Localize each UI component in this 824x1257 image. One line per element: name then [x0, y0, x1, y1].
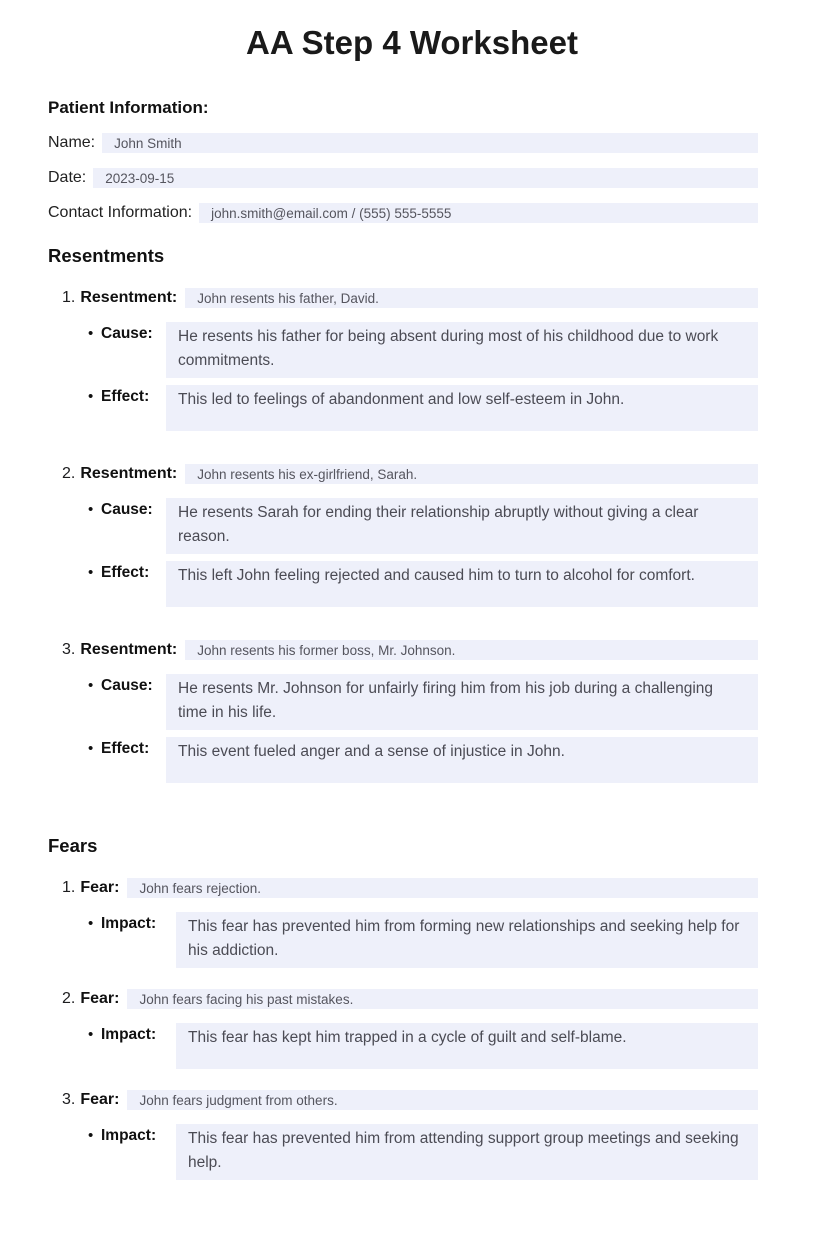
resentment-label: Resentment: [80, 640, 178, 658]
fear-1-row [48, 878, 758, 898]
effect-2-field[interactable]: This left John feeling rejected and caused him to turn to alcohol for comfort. [166, 561, 758, 607]
fear-3-row [48, 1090, 758, 1110]
impact-label: Impact: [101, 1025, 157, 1043]
name-row [48, 133, 758, 153]
effect-label: Effect: [101, 739, 150, 757]
effect-1-field[interactable]: This led to feelings of abandonment and low self-esteem in John. [166, 385, 758, 431]
item-number: 1. [62, 878, 76, 896]
cause-3-row [48, 674, 758, 730]
fear-item-1 [48, 878, 758, 968]
date-field[interactable]: 2023-09-15 [93, 168, 758, 188]
resentments-heading: Resentments [48, 244, 165, 266]
date-row [48, 168, 758, 188]
item-number: 3. [62, 640, 76, 658]
bullet-icon: • [88, 676, 94, 694]
contact-field[interactable]: john.smith@email.com / (555) 555-5555 [199, 203, 758, 223]
cause-2-row [48, 498, 758, 554]
resentment-3-field[interactable]: John resents his former boss, Mr. Johnson. [185, 640, 758, 660]
cause-label: Cause: [101, 676, 153, 694]
effect-3-field[interactable]: This event fueled anger and a sense of injustice in John. [166, 737, 758, 783]
resentment-1-row [48, 288, 758, 308]
cause-2-field[interactable]: He resents Sarah for ending their relationship abruptly without giving a clear reason. [166, 498, 758, 554]
effect-label: Effect: [101, 563, 150, 581]
fear-label: Fear: [80, 989, 120, 1007]
fear-item-2 [48, 989, 758, 1069]
impact-3-row [48, 1124, 758, 1180]
impact-label: Impact: [101, 914, 157, 932]
item-number: 2. [62, 989, 76, 1007]
name-label: Name: [48, 133, 96, 151]
fear-label: Fear: [80, 878, 120, 896]
resentment-2-field[interactable]: John resents his ex-girlfriend, Sarah. [185, 464, 758, 484]
fear-2-row [48, 989, 758, 1009]
bullet-icon: • [88, 1126, 94, 1144]
effect-1-row [48, 385, 758, 431]
item-number: 1. [62, 288, 76, 306]
fear-item-3 [48, 1090, 758, 1180]
resentment-item-2 [48, 464, 758, 607]
bullet-icon: • [88, 500, 94, 518]
effect-label: Effect: [101, 387, 150, 405]
resentment-1-field[interactable]: John resents his father, David. [185, 288, 758, 308]
bullet-icon: • [88, 324, 94, 342]
impact-label: Impact: [101, 1126, 157, 1144]
item-number: 3. [62, 1090, 76, 1108]
bullet-icon: • [88, 739, 94, 757]
impact-3-field[interactable]: This fear has prevented him from attending support group meetings and seeking help. [176, 1124, 758, 1180]
bullet-icon: • [88, 563, 94, 581]
cause-3-field[interactable]: He resents Mr. Johnson for unfairly firing him from his job during a challenging time in his life. [166, 674, 758, 730]
fears-heading: Fears [48, 834, 98, 856]
cause-label: Cause: [101, 500, 153, 518]
impact-2-field[interactable]: This fear has kept him trapped in a cycle of guilt and self-blame. [176, 1023, 758, 1069]
contact-row [48, 203, 758, 223]
resentment-2-row [48, 464, 758, 484]
item-number: 2. [62, 464, 76, 482]
resentment-3-row [48, 640, 758, 660]
fear-2-field[interactable]: John fears facing his past mistakes. [127, 989, 758, 1009]
impact-1-field[interactable]: This fear has prevented him from forming new relationships and seeking help for his addiction. [176, 912, 758, 968]
cause-label: Cause: [101, 324, 153, 342]
contact-label: Contact Information: [48, 203, 193, 221]
bullet-icon: • [88, 1025, 94, 1043]
page-title: AA Step 4 Worksheet [246, 24, 578, 61]
impact-1-row [48, 912, 758, 968]
impact-2-row [48, 1023, 758, 1069]
cause-1-field[interactable]: He resents his father for being absent during most of his childhood due to work commitments. [166, 322, 758, 378]
fear-1-field[interactable]: John fears rejection. [127, 878, 758, 898]
fear-3-field[interactable]: John fears judgment from others. [127, 1090, 758, 1110]
name-field[interactable]: John Smith [102, 133, 758, 153]
patient-info-heading: Patient Information: [48, 97, 209, 117]
effect-2-row [48, 561, 758, 607]
bullet-icon: • [88, 387, 94, 405]
resentment-item-3 [48, 640, 758, 783]
fear-label: Fear: [80, 1090, 120, 1108]
worksheet-content [0, 98, 824, 1257]
bullet-icon: • [88, 914, 94, 932]
effect-3-row [48, 737, 758, 783]
resentment-label: Resentment: [80, 464, 178, 482]
cause-1-row [48, 322, 758, 378]
resentment-label: Resentment: [80, 288, 178, 306]
date-label: Date: [48, 168, 87, 186]
resentment-item-1 [48, 288, 758, 431]
